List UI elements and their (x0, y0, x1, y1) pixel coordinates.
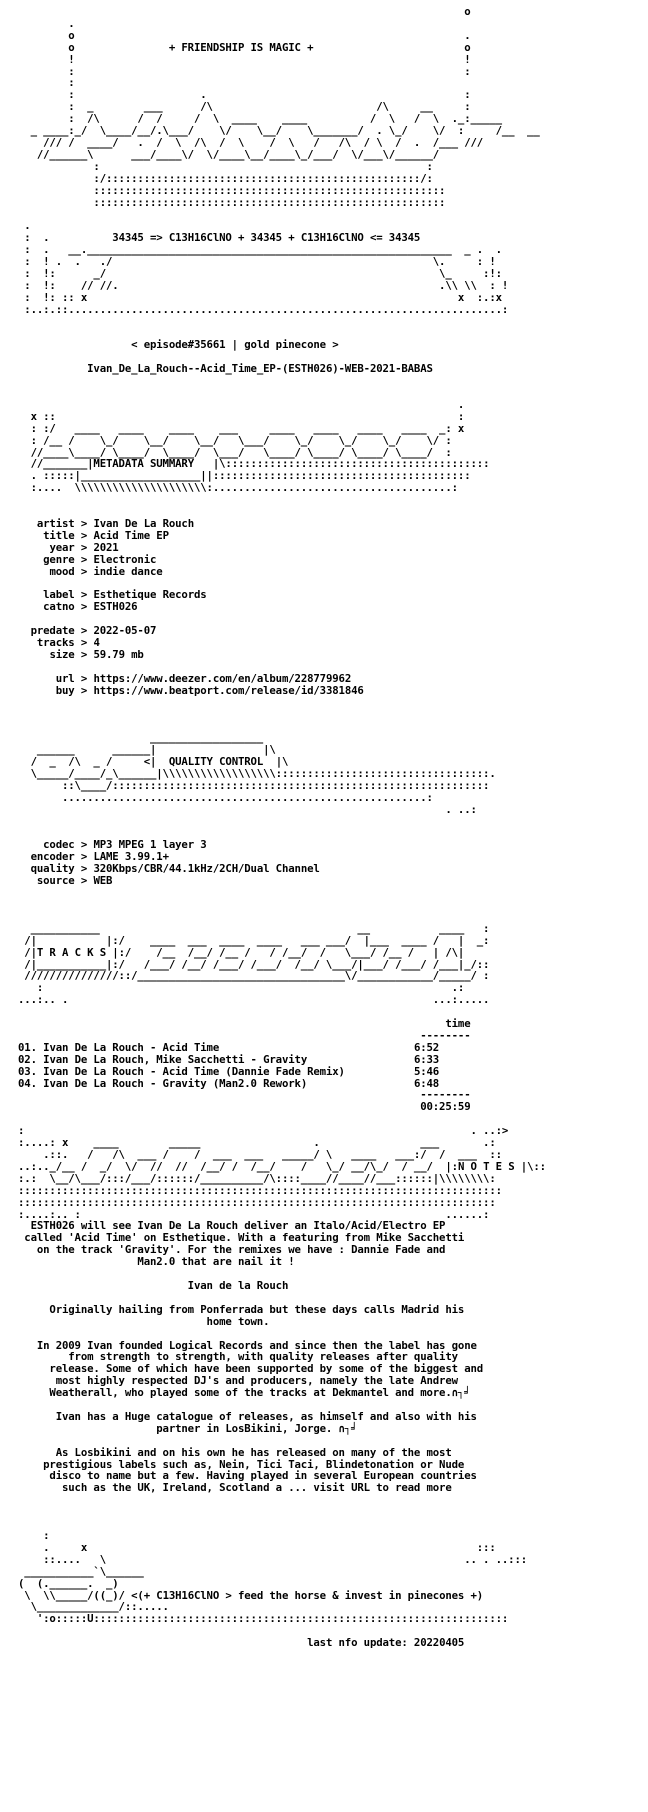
notes-paragraph: Originally hailing from Ponferrada but these days calls Madrid his home town. (49, 1302, 465, 1328)
metadata-key-predate: predate (30, 624, 75, 638)
metadata-key-genre: genre (43, 552, 75, 566)
metadata-value-genre: Electronic (93, 552, 157, 566)
quality-key-quality: quality (30, 862, 75, 876)
track-number: 02. (18, 1052, 37, 1066)
notes-art-bottom: :.: \__/\___/:::/___/::::::/__________/\::::____//____//___::::::|\\\\\\\\: ::::::::::::::::::::::::::::::::::::::::::::::::::::::::::::::::::::::::::::: :::::::::::::::::::::::::::::::::::::::::::::::::::::::::::::::::::::::::::: :....:.. : ......: (18, 1171, 502, 1221)
chemistry-side: . : . (24, 219, 50, 245)
release-name: Ivan_De_La_Rouch--Acid_Time_EP-(ESTH026)-WEB-2021-BABAS (87, 362, 433, 376)
track-title: Ivan De La Rouch - Acid Time (43, 1040, 220, 1054)
header-art-top: o . o . o + FRIENDSHIP IS MAGIC + o ! ! : : (68, 5, 471, 78)
tracks-art-top: ___________ __ ____ : /| |:/ ____ ___ ____ ____ ___ ___/ |___ ____ / | _: (24, 921, 490, 947)
notes-header-label: N O T E S (457, 1159, 515, 1173)
quality-value-codec: MP3 MPEG 1 layer 3 (93, 838, 207, 852)
tracks-total: 00:25:59 (420, 1100, 471, 1114)
metadata-value-predate: 2022-05-07 (93, 624, 157, 638)
metadata-value-buy: https://www.beatport.com/release/id/3381846 (93, 683, 364, 697)
metadata-value-title: Acid Time EP (93, 528, 169, 542)
metadata-value-artist: Ivan De La Rouch (93, 516, 194, 530)
track-time: 6:52 (413, 1040, 440, 1054)
metadata-art-bottom: . :::::|___________________||::::::::::::::::::::::::::::::::::::::::: :.... \\\\\\\\\\\\\\\\\\\\\:......................................: (30, 469, 471, 495)
metadata-value-size: 59.79 mb (93, 647, 144, 661)
tracks-header-label: T R A C K S (36, 945, 106, 959)
notes-paragraph: Ivan de la Rouch (18, 1278, 289, 1292)
footer-art-bottom: \_____________/::..... ':o:::::U:::::::::::::::::::::::::::::::::::::::::::::::::::::::::::::::::: (30, 1600, 509, 1626)
track-number: 01. (18, 1040, 37, 1054)
metadata-key-buy: buy (55, 683, 75, 697)
notes-paragraph: ESTH026 will see Ivan De La Rouch deliver an Italo/Acid/Electro EP called 'Acid Time' on Esthetique. With a featuring from Mike Sacchetti on the track 'Gravity'. For the remixes we have : Dannie Fade and Man2.0 that are nail it ! (24, 1219, 465, 1269)
metadata-key-label: label (43, 588, 75, 602)
nfo-document: o . o . o + FRIENDSHIP IS MAGIC + o ! ! : : : : . : : _ ___ /\ /\ __ : : /\ / / / \ ____ ____ / \ / \ ._:_____ _ ____:_/ \____/__/.\___/ \/ \__/ \_______/ . \_/ \/ : /__ __ /// / ____/ . / \ /\ / \ / \ / /\ / \ / . /___ /// //______\ ___/____\/ \/____\__/____\_/___/ \/___\/______/ : : :/::::::::::::::::::::::::::::::::::::::::::::::::::/: :::::::::::::::::::::::::::::::::::::::::::::::::::::::: :::::::::::::::::::::::::::::::::::::::::::::::::::::::: . : . 34345 => C13H16ClNO + 34345 + C13H16ClNO <= 34345 : . __.__________________________________________________________ _ . . : ! . . ./ \. : ! : !: _/ \_ :!: : !: // //. .\\ \\ : ! : !: :: x x :.:x :..:.::.....................................................................: < episode#35661 | gold pinecone > Ivan_De_La_Rouch--Acid_Time_EP-(ESTH026)-WEB-2021-BABAS . x :: : : :/ ____ ____ ____ ___ ____ ____ ____ ____ _: x : /__ / \_/ \__/ \__/ \___/ \_/ \_/ \_/ \/ : //____\____/ \____/ \____/ \___/ \____/ \____/ \____/ \____/ : //_______|METADATA SUMMARY |\:::::::::::::::::::::::::::::::::::::::::: . :::::|___________________||::::::::::::::::::::::::::::::::::::::::: :.... \\\\\\\\\\\\\\\\\\\\\:......................................: artist > Ivan De La Rouch title > Acid Time EP year > 2021 genre > Electronic mood > indie dance label > Esthetique Records catno > ESTH026 predate > 2022-05-07 tracks > 4 size > 59.79 mb url > https://www.deezer.com/en/album/228779962 buy > https://www.beatport.com/release/id/3381846 __________________ ______ ______| |\ / _ /\ _ / <| QUALITY CONTROL |\ \_____/____/_\______|\\\\\\\\\\\\\\\\\\::::::::::::::::::::::::::::::::::. ::\____/:::::::::::::::::::::::::::::::::::::::::::::::::::::::::::: ..........................................................: . ..: codec > MP3 MPEG 1 layer 3 encoder > LAME 3.99.1+ quality > 320Kbps/CBR/44.1kHz/2CH/Dual Channel source > WEB ___________ __ ____ : /| |:/ ____ ___ ____ ____ ___ ___/ |___ ____ / | _: /|T R A C K S |:/ /__ /__/ /__ / / /__/ / \___/ /__ / | /\| /|___________|:/ /___/ /__/ /___/ /___/ /__/ \___/|___/ /___/ /___|_/:: ///////////////::/_________________________________\/____________/_____/ : : .: ...:.. . ...:..... time -------- 01. Ivan De La Rouch - Acid Time 6:52 02. Ivan De La Rouch, Mike Sacchetti - Gravity 6:33 03. Ivan De La Rouch - Acid Time (Dannie Fade Remix) 5:46 04. Ivan De La Rouch - Gravity (Man2.0 Rework) 6:48 -------- 00:25:59 : . ..:> :....: x ____ _____ . ___ .: .::. / /\ ___ / / ___ ___ _____/ \ ____ ___:/ / ___ :: ..:.._/__ / _/ \/ // // /__/ / /__/ / \_/ __/\_/ / __/ |:N O T E S |\:: :.: \__/\___/:::/___/::::::/__________/\::::____//____//___::::::|\\\\\\\\: ::::::::::::::::::::::::::::::::::::::::::::::::::::::::::::::::::::::::::::: :::::::::::::::::::::::::::::::::::::::::::::::::::::::::::::::::::::::::::: :....:.. : ......: ESTH026 will see Ivan De La Rouch deliver an Italo/Acid/Electro EP called 'Acid Time' on Esthetique. With a featuring from Mike Sacchetti on the track 'Gravity'. For the remixes we have : Dannie Fade and Man2.0 that are nail it ! Ivan de la Rouch Originally hailing from Ponferrada but these days calls Madrid his home town. In 2009 Ivan founded Logical Records and since then the label has gone from strength to strength, with quality releases after quality release. Some of which have been supported by some of the biggest and most highly respected DJ's and producers, namely the late Andrew Weatherall, who played some of the tracks at Dekmantel and more.∩┐╛ Ivan has a Huge catalogue of releases, as himself and also with his partner in LosBikini, Jorge. ∩┐╛ As Losbikini and on his own he has released on many of the most prestigious labels such as, Nein, Tici Taci, Blindetonation or Nude disco to name but a few. Having played in several European countries such as the UK, Ireland, Scotland a ... visit URL to read more : . x ::: ::.... \ .. . ..::: ___________`\______ ( (.______. _) \ \\_____/((_)/ <(+ C13H16ClNO > feed the horse & invest in pinecones +) \_____________/::..... ':o:::::U:::::::::::::::::::::::::::::::::::::::::::::::::::::::::::::::::: last nfo update: 20220405 (18, 5, 546, 1650)
track-time: 5:46 (413, 1064, 440, 1078)
metadata-key-title: title (43, 528, 75, 542)
episode-line: < episode#35661 | gold pinecone > (131, 338, 339, 352)
track-time: 6:33 (413, 1052, 440, 1066)
metadata-value-url: https://www.deezer.com/en/album/228779962 (93, 671, 352, 685)
track-number: 03. (18, 1064, 37, 1078)
metadata-box-title: METADATA SUMMARY (93, 457, 194, 471)
metadata-key-artist: artist (36, 516, 75, 530)
notes-paragraph: As Losbikini and on his own he has released on many of the most prestigious labels such as, Nein, Tici Taci, Blindetonation or Nude disco to name but a few. Having played in several European countries such as the UK, Ireland, Scotland a ... visit URL to read more (43, 1445, 477, 1495)
metadata-value-year: 2021 (93, 540, 119, 554)
table-art: : . __.__________________________________________________________ _ . . : ! . . ./ \. : ! : !: _/ \_ :!: : !: // //. .\\ \\ : ! : !: :: x x :.:x :..:.::.....................................................................: (24, 243, 509, 316)
notes-paragraph: Ivan has a Huge catalogue of releases, as himself and also with his partner in LosBikini, Jorge. ∩┐╛ (55, 1409, 477, 1435)
tracks-art-bottom: /|___________|:/ /___/ /__/ /___/ /___/ /__/ \___/|___/ /___/ /___|_/:: ///////////////::/_________________________________\/____________/_____/ : : .: ...:.. . ...:..... (18, 957, 490, 1007)
notes-art-top: : . ..:> :....: x ____ _____ . ___ .: .::. / /\ ___ / / ___ ___ _____/ \ ____ ___:/ / ___ :: ..:.._/__ / _/ \/ // // /__/ / /__/ / \_/ __/\_/ / __/ | (18, 1124, 509, 1173)
logo-art: : : . : : _ ___ /\ /\ __ : : /\ / / / \ ____ ____ / \ / \ ._:_____ _ ____:_/ \____/__/.\___/ \/ \__/ \_______/ . \_/ \/ : /__ __ /// / ____/ . / \ /\ / \ / \ / /\ / \ / . /___ /// //______\ ___/____\/ \/____\__/____\_/___/ \/___\/______/ : : :/::::::::::::::::::::::::::::::::::::::::::::::::::/: :::::::::::::::::::::::::::::::::::::::::::::::::::::::: :::::::::::::::::::::::::::::::::::::::::::::::::::::::: (30, 76, 540, 209)
notes-paragraph: In 2009 Ivan founded Logical Records and since then the label has gone from strength to strength, with quality releases after quality release. Some of which have been supported by some of the biggest and most highly respected DJ's and producers, namely the late Andrew Weatherall, who played some of the tracks at Dekmantel and more.∩┐╛ (36, 1338, 484, 1400)
track-title: Ivan De La Rouch - Acid Time (Dannie Fade Remix) (43, 1064, 345, 1078)
quality-key-codec: codec (43, 838, 75, 852)
quality-art-top: __________________ ______ ______| |\ / _ /\ _ / <| (30, 731, 276, 769)
metadata-key-tracks: tracks (36, 636, 75, 650)
metadata-value-catno: ESTH026 (93, 600, 138, 614)
tracks-time-header: time (445, 1017, 471, 1031)
track-time: 6:48 (413, 1076, 440, 1090)
metadata-value-label: Esthetique Records (93, 588, 207, 602)
quality-value-encoder: LAME 3.99.1+ (93, 850, 169, 864)
footer-art-top: : . x ::: ::.... \ .. . ..::: ___________`\______ ( (.______. _) \ \\_____/((_)/ (18, 1529, 528, 1602)
metadata-key-url: url (55, 671, 75, 685)
quality-key-encoder: encoder (30, 850, 75, 864)
track-title: Ivan De La Rouch, Mike Sacchetti - Gravity (43, 1052, 308, 1066)
footer-tagline: <(+ C13H16ClNO > feed the horse & invest in pinecones +) (131, 1588, 484, 1602)
metadata-key-year: year (49, 540, 75, 554)
metadata-value-tracks: 4 (93, 636, 100, 650)
last-update: last nfo update: 20220405 (307, 1636, 465, 1650)
track-number: 04. (18, 1076, 37, 1090)
quality-art-bottom: \_____/____/_\______|\\\\\\\\\\\\\\\\\\::::::::::::::::::::::::::::::::::. ::\____/:::::::::::::::::::::::::::::::::::::::::::::::::::::::::::: ..........................................................: . ..: (30, 767, 496, 816)
quality-value-source: WEB (93, 874, 113, 888)
track-title: Ivan De La Rouch - Gravity (Man2.0 Rework) (43, 1076, 308, 1090)
metadata-key-size: size (49, 647, 75, 661)
quality-key-source: source (36, 874, 75, 888)
chemistry-formula: 34345 => C13H16ClNO + 34345 + C13H16ClNO <= 34345 (112, 231, 421, 245)
quality-value-quality: 320Kbps/CBR/44.1kHz/2CH/Dual Channel (93, 862, 320, 876)
metadata-key-mood: mood (49, 564, 75, 578)
metadata-value-mood: indie dance (93, 564, 163, 578)
quality-box-title: QUALITY CONTROL (168, 755, 264, 769)
metadata-key-catno: catno (43, 600, 75, 614)
metadata-art-top: . x :: : : :/ ____ ____ ____ ___ ____ ____ ____ ____ _: x : /__ / \_/ \__/ \__/ \___/ \_/ \_/ \_/ \/ : //____\____/ \____/ \____/ \___/ \____/ \____/ \____/ \____/ : (30, 397, 465, 459)
